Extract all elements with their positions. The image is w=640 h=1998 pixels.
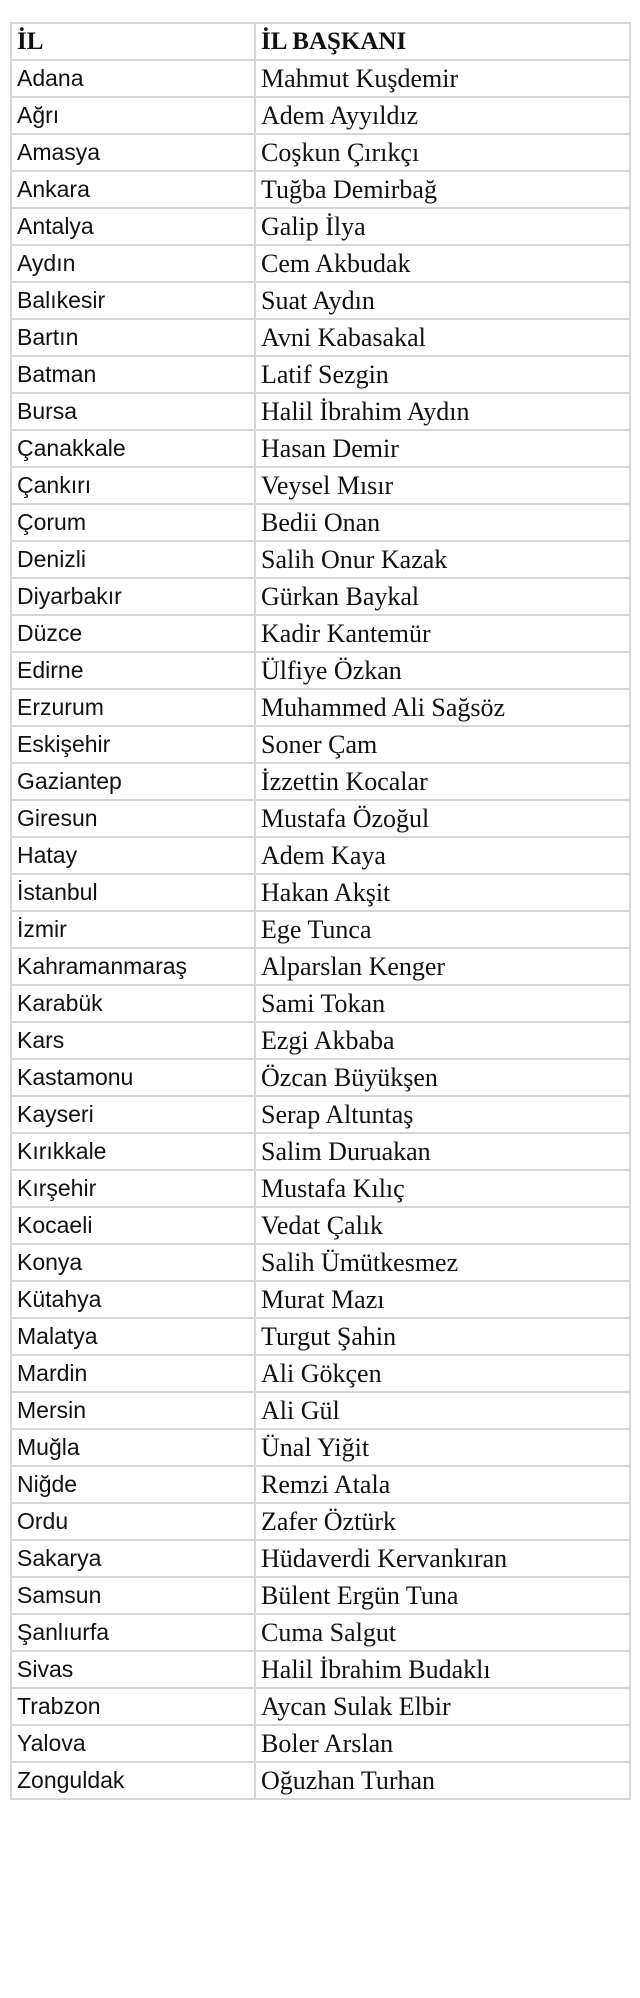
province-cell: Mardin [11,1355,255,1392]
table-row [11,1170,630,1207]
column-header-il-baskani: İL BAŞKANI [255,23,630,60]
chairman-cell: Halil İbrahim Budaklı [255,1651,630,1688]
chairman-cell: Sami Tokan [255,985,630,1022]
province-cell: Bartın [11,319,255,356]
chairman-cell: Mustafa Özoğul [255,800,630,837]
table-row [11,1614,630,1651]
province-cell: Bursa [11,393,255,430]
chairman-cell: Veysel Mısır [255,467,630,504]
province-cell: Edirne [11,652,255,689]
chairman-cell: Bedii Onan [255,504,630,541]
chairman-cell: Muhammed Ali Sağsöz [255,689,630,726]
chairman-cell: Hakan Akşit [255,874,630,911]
province-cell: İzmir [11,911,255,948]
chairman-cell: Adem Kaya [255,837,630,874]
table-row [11,1096,630,1133]
table-row [11,800,630,837]
chairman-cell: Mahmut Kuşdemir [255,60,630,97]
province-cell: Kütahya [11,1281,255,1318]
province-cell: Giresun [11,800,255,837]
province-cell: Zonguldak [11,1762,255,1799]
chairman-cell: Zafer Öztürk [255,1503,630,1540]
table-row [11,1022,630,1059]
chairman-cell: Ali Gül [255,1392,630,1429]
chairman-cell: Vedat Çalık [255,1207,630,1244]
province-cell: Ağrı [11,97,255,134]
table-row [11,1540,630,1577]
province-cell: Malatya [11,1318,255,1355]
chairman-cell: Ülfiye Özkan [255,652,630,689]
province-cell: Balıkesir [11,282,255,319]
province-cell: Yalova [11,1725,255,1762]
chairman-cell: Hasan Demir [255,430,630,467]
province-cell: Ankara [11,171,255,208]
chairman-cell: Serap Altuntaş [255,1096,630,1133]
province-cell: Batman [11,356,255,393]
table-row [11,726,630,763]
chairman-cell: Coşkun Çırıkçı [255,134,630,171]
province-cell: Düzce [11,615,255,652]
table-row [11,1392,630,1429]
chairman-cell: Adem Ayyıldız [255,97,630,134]
province-cell: Erzurum [11,689,255,726]
province-cell: Şanlıurfa [11,1614,255,1651]
province-cell: Muğla [11,1429,255,1466]
table-row [11,504,630,541]
chairman-cell: Salih Ümütkesmez [255,1244,630,1281]
table-row [11,467,630,504]
table-row [11,689,630,726]
chairman-cell: Avni Kabasakal [255,319,630,356]
il-baskanlari-table [10,22,631,1800]
table-row [11,1577,630,1614]
table-row [11,1207,630,1244]
chairman-cell: Aycan Sulak Elbir [255,1688,630,1725]
chairman-cell: Remzi Atala [255,1466,630,1503]
province-cell: Diyarbakır [11,578,255,615]
province-cell: Kırşehir [11,1170,255,1207]
column-header-il: İL [11,23,255,60]
table-row [11,578,630,615]
chairman-cell: İzzettin Kocalar [255,763,630,800]
province-cell: Çankırı [11,467,255,504]
chairman-cell: Ege Tunca [255,911,630,948]
chairman-cell: Suat Aydın [255,282,630,319]
table-row [11,763,630,800]
table-body [11,60,630,1799]
table-row [11,1762,630,1799]
province-cell: Karabük [11,985,255,1022]
chairman-cell: Salih Onur Kazak [255,541,630,578]
chairman-cell: Ali Gökçen [255,1355,630,1392]
chairman-cell: Cem Akbudak [255,245,630,282]
table-row [11,948,630,985]
table-row [11,356,630,393]
table-row [11,985,630,1022]
chairman-cell: Murat Mazı [255,1281,630,1318]
table-row [11,393,630,430]
table-row [11,1059,630,1096]
table-row [11,60,630,97]
chairman-cell: Oğuzhan Turhan [255,1762,630,1799]
province-cell: Çanakkale [11,430,255,467]
il-baskanlari-table-wrapper [10,22,629,1800]
chairman-cell: Alparslan Kenger [255,948,630,985]
province-cell: Mersin [11,1392,255,1429]
province-cell: Niğde [11,1466,255,1503]
province-cell: Hatay [11,837,255,874]
province-cell: Antalya [11,208,255,245]
chairman-cell: Ezgi Akbaba [255,1022,630,1059]
province-cell: Kayseri [11,1096,255,1133]
province-cell: Sakarya [11,1540,255,1577]
table-row [11,430,630,467]
province-cell: Eskişehir [11,726,255,763]
chairman-cell: Turgut Şahin [255,1318,630,1355]
province-cell: Aydın [11,245,255,282]
table-row [11,652,630,689]
table-row [11,837,630,874]
table-row [11,282,630,319]
chairman-cell: Kadir Kantemür [255,615,630,652]
table-row [11,319,630,356]
table-row [11,1651,630,1688]
chairman-cell: Galip İlya [255,208,630,245]
table-row [11,208,630,245]
chairman-cell: Bülent Ergün Tuna [255,1577,630,1614]
province-cell: Gaziantep [11,763,255,800]
chairman-cell: Boler Arslan [255,1725,630,1762]
table-row [11,911,630,948]
table-row [11,97,630,134]
province-cell: Amasya [11,134,255,171]
chairman-cell: Mustafa Kılıç [255,1170,630,1207]
province-cell: Çorum [11,504,255,541]
chairman-cell: Cuma Salgut [255,1614,630,1651]
province-cell: Adana [11,60,255,97]
table-row [11,1688,630,1725]
chairman-cell: Latif Sezgin [255,356,630,393]
chairman-cell: Soner Çam [255,726,630,763]
province-cell: Kars [11,1022,255,1059]
table-row [11,541,630,578]
province-cell: Konya [11,1244,255,1281]
chairman-cell: Özcan Büyükşen [255,1059,630,1096]
table-row [11,1318,630,1355]
chairman-cell: Gürkan Baykal [255,578,630,615]
chairman-cell: Hüdaverdi Kervankıran [255,1540,630,1577]
province-cell: Kocaeli [11,1207,255,1244]
table-row [11,1133,630,1170]
table-row [11,874,630,911]
table-row [11,615,630,652]
province-cell: Sivas [11,1651,255,1688]
table-row [11,1503,630,1540]
table-row [11,134,630,171]
table-row [11,1281,630,1318]
chairman-cell: Halil İbrahim Aydın [255,393,630,430]
table-row [11,1355,630,1392]
chairman-cell: Ünal Yiğit [255,1429,630,1466]
province-cell: Trabzon [11,1688,255,1725]
header-row [11,23,630,60]
province-cell: İstanbul [11,874,255,911]
province-cell: Kırıkkale [11,1133,255,1170]
province-cell: Denizli [11,541,255,578]
table-row [11,171,630,208]
table-row [11,245,630,282]
table-row [11,1429,630,1466]
province-cell: Kahramanmaraş [11,948,255,985]
table-row [11,1244,630,1281]
province-cell: Kastamonu [11,1059,255,1096]
chairman-cell: Tuğba Demirbağ [255,171,630,208]
province-cell: Ordu [11,1503,255,1540]
table-row [11,1725,630,1762]
chairman-cell: Salim Duruakan [255,1133,630,1170]
province-cell: Samsun [11,1577,255,1614]
table-row [11,1466,630,1503]
